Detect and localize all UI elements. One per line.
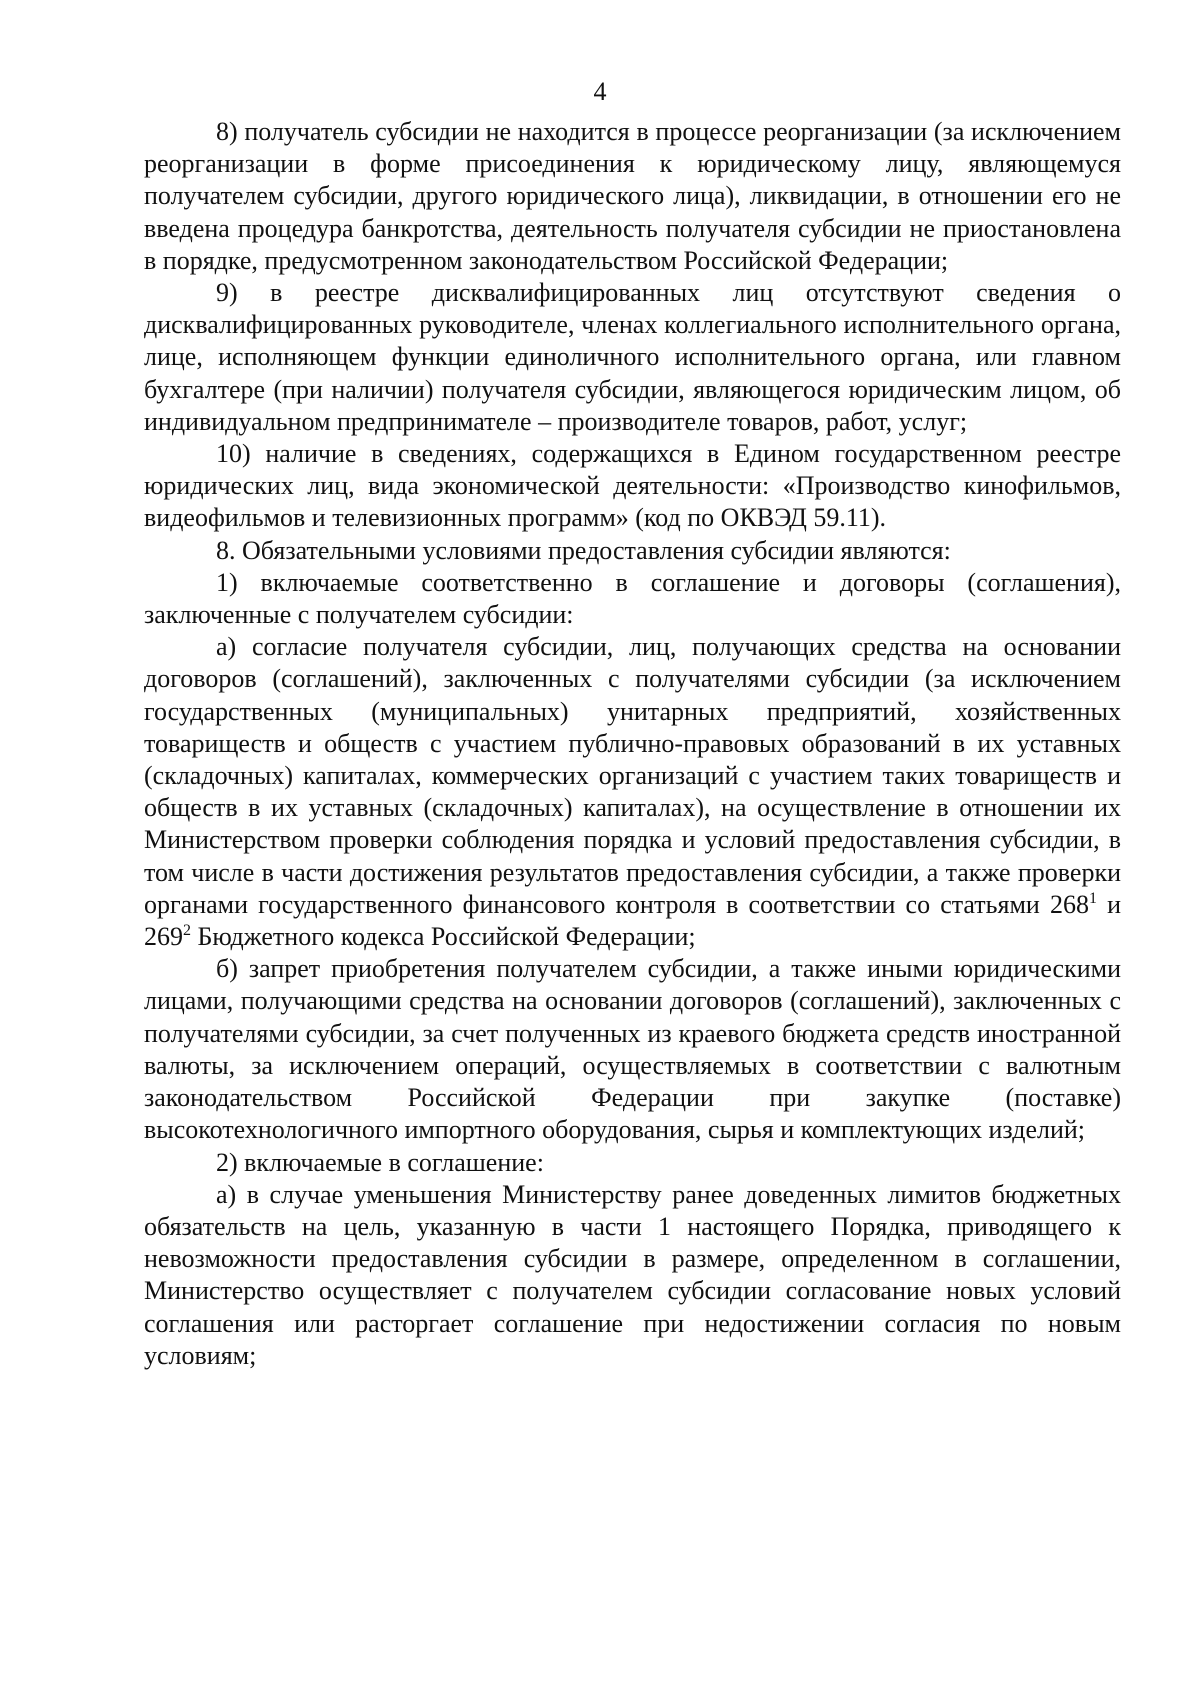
paragraph-item-8-reorganization: 8) получатель субсидии не находится в процессе реорганизации (за исключением реорганизации в форме присоединения к юридическому лицу, являющемуся получателем субсидии, другого юридического лица), ликвидации, в отношении его не введена процедура банкротства, деятельность получателя субсидии не приостановлена в порядке, предусмотренном законодательством Российской Федерации; <box>144 117 1121 275</box>
consent-text-end: Бюджетного кодекса Российской Федерации; <box>191 922 696 952</box>
paragraph-item-10-okved: 10) наличие в сведениях, содержащихся в Едином государственном реестре юридических лиц, вида экономической деятельности: «Производство кинофильмов, видеофильмов и телевизионных программ» (код по ОКВЭД 59.11). <box>144 439 1121 533</box>
article-superscript-2: 2 <box>183 922 191 940</box>
paragraph-subitem-1-agreements: 1) включаемые соответственно в соглашение и договоры (соглашения), заключенные с получателем субсидии: <box>144 567 1121 630</box>
paragraph-subitem-a-consent <box>144 631 1121 953</box>
paragraph-subitem-a-limits: а) в случае уменьшения Министерству ранее доведенных лимитов бюджетных обязательств на цель, указанную в части 1 настоящего Порядка, приводящего к невозможности предоставления субсидии в размере, определенном в соглашении, Министерство осуществляет с получателем субсидии согласование новых условий соглашения или расторгает соглашение при недостижении согласия по новым условиям; <box>144 1179 1121 1370</box>
paragraph-item-9-disqualified: 9) в реестре дисквалифицированных лиц отсутствуют сведения о дисквалифицированных руководителе, членах коллегиального исполнительного органа, лице, исполняющем функции единоличного исполнительного органа, или главном бухгалтере (при наличии) получателя субсидии, являющегося юридическим лицом, об индивидуальном предпринимателе – производителе товаров, работ, услуг; <box>144 278 1121 436</box>
document-body <box>144 116 1121 1372</box>
page-number: 4 <box>593 77 607 106</box>
paragraph-subitem-b-currency: б) запрет приобретения получателем субсидии, а также иными юридическими лицами, получающими средства на основании договоров (соглашений), заключенных с получателями субсидии, за счет полученных из краевого бюджета средств иностранной валюты, за исключением операций, осуществляемых в соответствии с валютным законодательством Российской Федерации при закупке (поставке) высокотехнологичного импортного оборудования, сырья и комплектующих изделий; <box>144 954 1121 1145</box>
paragraph-subitem-2-included: 2) включаемые в соглашение: <box>216 1147 544 1177</box>
consent-text-between: и 269 <box>144 889 1121 952</box>
article-superscript-1: 1 <box>1088 889 1097 907</box>
paragraph-section-8-conditions: 8. Обязательными условиями предоставления субсидии являются: <box>216 535 951 565</box>
consent-text: а) согласие получателя субсидии, лиц, получающих средства на основании договоров (соглашений), заключенных с получателями субсидии (за исключением государственных (муниципальных) унитарных предприятий, хозяйственных товариществ и обществ с участием публично-правовых образований в их уставных (складочных) капиталах, коммерческих организаций с участием таких товариществ и обществ в их уставных (складочных) капиталах), на осуществление в отношении их Министерством проверки соблюдения порядка и условий предоставления субсидии, в том числе в части достижения результатов предоставления субсидии, а также проверки органами государственного финансового контроля в соответствии со статьями 268 <box>144 632 1121 919</box>
